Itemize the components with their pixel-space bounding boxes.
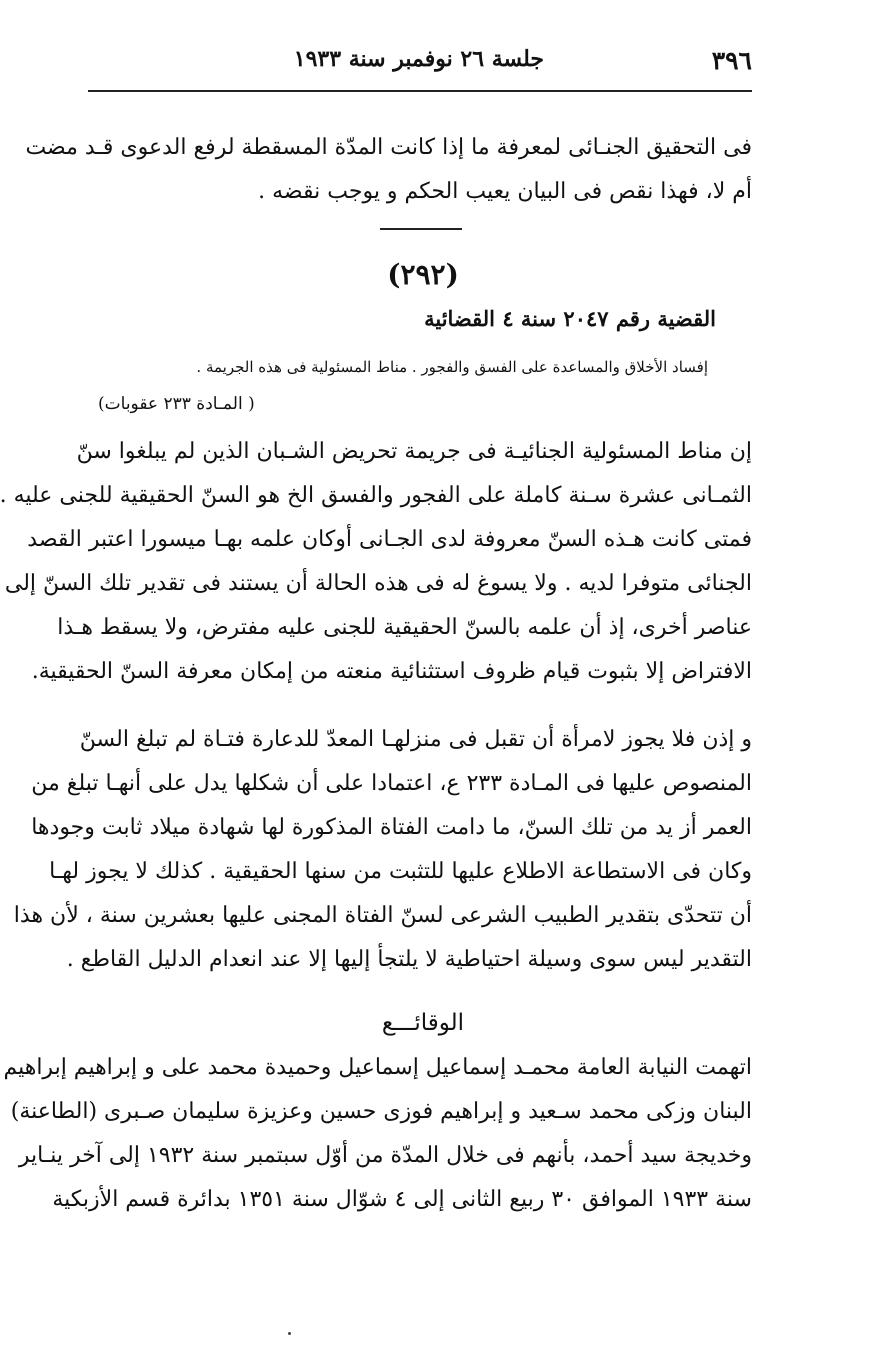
text-line: التقدير ليس سوى وسيلة احتياطية لا يلتجأ إليها إلا عند انعدام الدليل القاطع .: [66, 947, 752, 972]
text-line: البنان وزكى محمد سـعيد و إبراهيم فوزى حسين وعزيزة سليمان صـبرى (الطاعنة): [10, 1099, 752, 1124]
text-line: أم لا، فهذا نقص فى البيان يعيب الحكم و يوجب نقضه .: [258, 179, 752, 204]
text-line: اتهمت النيابة العامة محمـد إسماعيل إسماعيل وحميدة محمد على و إبراهيم إبراهيم: [3, 1055, 752, 1080]
facts-paragraph: [3, 1046, 752, 1222]
page-header: [88, 44, 752, 84]
text-line: فى التحقيق الجنـائى لمعرفة ما إذا كانت المدّة المسقطة لرفع الدعوى قـد مضت: [25, 135, 752, 160]
running-head: جلسة ٢٦ نوفمبر سنة ١٩٣٣: [293, 46, 544, 72]
header-rule: [88, 90, 752, 92]
text-line: إن مناط المسئولية الجنائيـة فى جريمة تحريض الشـبان الذين لم يبلغوا سنّ: [76, 439, 752, 464]
text-line: العمر أز يد من تلك السنّ، ما دامت الفتاة المذكورة لها شهادة ميلاد ثابت وجودها: [31, 815, 752, 840]
facts-heading: الوقائـــع: [381, 1010, 465, 1036]
page-number: ٣٩٦: [711, 46, 752, 75]
case-subject: إفساد الأخلاق والمساعدة على الفسق والفجور . مناط المسئولية فى هذه الجريمة .: [196, 358, 708, 376]
text-line: الثمـانى عشرة سـنة كاملة على الفجور والفسق الخ هو السنّ الحقيقية للجنى عليه .: [0, 483, 752, 508]
text-line: الجنائى متوفرا لديه . ولا يسوغ له فى هذه الحالة أن يستند فى تقدير تلك السنّ إلى: [4, 571, 752, 596]
principle-paragraph: [0, 430, 752, 694]
text-line: المنصوص عليها فى المـادة ٢٣٣ ع، اعتمادا على أن شكلها يدل على أنهـا تبلغ من: [31, 771, 752, 796]
text-line: أن تتحدّى بتقدير الطبيب الشرعى لسنّ الفتاة المجنى عليها بعشرين سنة ، لأن هذا: [13, 903, 752, 928]
text-line: وخديجة سيد أحمد، بأنهم فى خلال المدّة من أوّل سبتمبر سنة ١٩٣٢ إلى آخر ينـاير: [18, 1143, 752, 1168]
case-article: ( المـادة ٢٣٣ عقوبات): [98, 394, 255, 414]
case-number: (٢٩٢): [387, 258, 459, 291]
section-separator: [380, 228, 462, 230]
second-paragraph: [13, 718, 752, 982]
ink-speck: [288, 1332, 291, 1335]
case-reference: القضية رقم ٢٠٤٧ سنة ٤ القضائية: [424, 306, 716, 331]
text-line: عناصر أخرى، إذ أن علمه بالسنّ الحقيقية للجنى عليه مفترض، ولا يسقط هـذا: [57, 615, 752, 640]
text-line: سنة ١٩٣٣ الموافق ٣٠ ربيع الثانى إلى ٤ شوّال سنة ١٣٥١ بدائرة قسم الأزبكية: [52, 1187, 752, 1212]
text-line: فمتى كانت هـذه السنّ معروفة لدى الجـانى أوكان علمه بهـا ميسورا اعتبر القصد: [27, 527, 752, 552]
text-line: وكان فى الاستطاعة الاطلاع عليها للتثبت من سنها الحقيقية . كذلك لا يجوز لهـا: [49, 859, 752, 884]
text-line: و إذن فلا يجوز لامرأة أن تقبل فى منزلهـا المعدّ للدعارة فتـاة لم تبلغ السنّ: [79, 727, 752, 752]
text-line: الافتراض إلا بثبوت قيام ظروف استثنائية منعته من إمكان معرفة السنّ الحقيقية.: [31, 659, 752, 684]
intro-paragraph: [25, 126, 752, 214]
